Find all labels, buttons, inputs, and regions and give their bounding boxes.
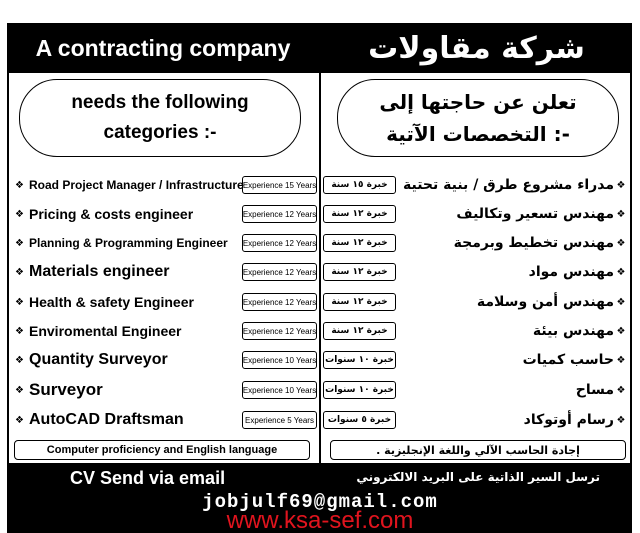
- position-row-en: [15, 202, 193, 226]
- position-row-ar: [403, 173, 628, 197]
- position-title-ar: مهندس مواد: [528, 264, 614, 280]
- contact-email[interactable]: jobjulf69@gmail.com: [202, 491, 438, 513]
- arabic-intro-line-1: تعلن عن حاجتها إلى: [379, 90, 577, 114]
- english-cv-instruction: CV Send via email: [70, 468, 226, 488]
- position-row-en: [15, 290, 194, 314]
- bullet-icon: ❖: [15, 208, 24, 220]
- position-title-en: Surveyor: [29, 380, 103, 399]
- experience-badge-ar: خبرة ١٠ سنوات: [323, 351, 396, 369]
- experience-badge-ar: خبرة ١٠ سنوات: [323, 381, 396, 399]
- experience-badge-en: Experience 15 Years: [242, 176, 317, 194]
- position-row-en: [15, 378, 103, 402]
- position-title-en: Road Project Manager / Infrastructure: [29, 178, 244, 192]
- position-row-en: [15, 173, 244, 197]
- arabic-cv-instruction: ترسل السير الذاتية على البريد الالكتروني: [356, 470, 600, 484]
- position-row-ar: [524, 408, 628, 432]
- position-title-ar: مهندس تسعير وتكاليف: [456, 206, 614, 222]
- position-row-ar: [523, 348, 628, 372]
- watermark: www.ksa-sef.com: [226, 507, 414, 533]
- bullet-icon: ❖: [616, 179, 626, 191]
- experience-badge-ar: خبرة ١٢ سنة: [323, 234, 396, 252]
- bullet-icon: ❖: [15, 296, 24, 308]
- experience-badge-ar: خبرة ١٢ سنة: [323, 263, 396, 281]
- bullet-icon: ❖: [616, 325, 626, 337]
- experience-badge-en: Experience 12 Years: [242, 205, 317, 223]
- position-title-ar: رسام أوتوكاد: [523, 412, 614, 428]
- experience-badge-en: Experience 12 Years: [242, 293, 317, 311]
- arabic-title: شركة مقاولات: [368, 30, 585, 66]
- bullet-icon: ❖: [15, 179, 24, 191]
- experience-badge-en: Experience 12 Years: [242, 263, 317, 281]
- english-intro-line-1: needs the following: [71, 92, 249, 113]
- bullet-icon: ❖: [616, 237, 626, 249]
- bullet-icon: ❖: [15, 354, 24, 366]
- position-row-ar: [576, 378, 628, 402]
- bullet-icon: ❖: [616, 266, 626, 278]
- position-title-en: Enviromental Engineer: [29, 323, 182, 339]
- experience-badge-en: Experience 10 Years: [242, 351, 317, 369]
- experience-badge-ar: خبرة ١٢ سنة: [323, 205, 396, 223]
- arabic-title-band: [321, 23, 632, 73]
- position-row-en: [15, 260, 170, 284]
- english-intro: [19, 79, 301, 157]
- arabic-intro: [337, 79, 619, 157]
- english-title-band: [7, 23, 319, 73]
- arabic-intro-line-2: التخصصات الآتية :-: [386, 122, 570, 146]
- position-row-ar: [529, 260, 628, 284]
- bullet-icon: ❖: [616, 208, 626, 220]
- bullet-icon: ❖: [15, 237, 24, 249]
- bullet-icon: ❖: [616, 354, 626, 366]
- position-title-ar: مهندس أمن وسلامة: [476, 294, 614, 310]
- english-requirements: Computer proficiency and English language: [14, 440, 310, 460]
- column-divider: [319, 23, 321, 465]
- position-row-ar: [454, 231, 628, 255]
- position-title-en: Pricing & costs engineer: [29, 206, 194, 222]
- position-title-ar: مدراء مشروع طرق / بنية تحتية: [403, 177, 614, 193]
- experience-badge-ar: خبرة ١٥ سنة: [323, 176, 396, 194]
- position-title-en: Quantity Surveyor: [29, 351, 168, 368]
- position-title-ar: مهندس تخطيط وبرمجة: [453, 235, 614, 251]
- experience-badge-en: Experience 12 Years: [242, 234, 317, 252]
- position-row-ar: [477, 290, 628, 314]
- position-title-ar: مساح: [575, 382, 614, 398]
- position-title-en: Health & safety Engineer: [29, 294, 194, 310]
- experience-badge-en: Experience 5 Years: [242, 411, 317, 429]
- position-title-ar: حاسب كميات: [522, 352, 614, 368]
- english-title: A contracting company: [35, 34, 291, 61]
- experience-badge-en: Experience 12 Years: [242, 322, 317, 340]
- position-title-en: AutoCAD Draftsman: [29, 411, 184, 428]
- english-intro-line-2: categories :-: [103, 122, 217, 143]
- experience-badge-ar: خبرة ١٢ سنة: [323, 322, 396, 340]
- bullet-icon: ❖: [616, 414, 626, 426]
- bullet-icon: ❖: [616, 384, 626, 396]
- position-title-en: Materials engineer: [29, 263, 170, 280]
- bullet-icon: ❖: [15, 384, 24, 396]
- position-row-ar: [456, 202, 628, 226]
- experience-badge-ar: خبرة ١٢ سنة: [323, 293, 396, 311]
- bullet-icon: ❖: [15, 266, 24, 278]
- arabic-requirements: إجادة الحاسب الآلي واللغة الإنجليزية .: [330, 440, 626, 460]
- position-title-en: Planning & Programming Engineer: [29, 236, 228, 250]
- position-row-ar: [533, 319, 628, 343]
- position-row-en: [15, 231, 228, 255]
- bullet-icon: ❖: [15, 414, 24, 426]
- position-title-ar: مهندس بيئة: [532, 323, 614, 339]
- position-row-en: [15, 408, 184, 432]
- experience-badge-ar: خبرة ٥ سنوات: [323, 411, 396, 429]
- experience-badge-en: Experience 10 Years: [242, 381, 317, 399]
- bullet-icon: ❖: [616, 296, 626, 308]
- position-row-en: [15, 319, 181, 343]
- position-row-en: [15, 348, 168, 372]
- bullet-icon: ❖: [15, 325, 24, 337]
